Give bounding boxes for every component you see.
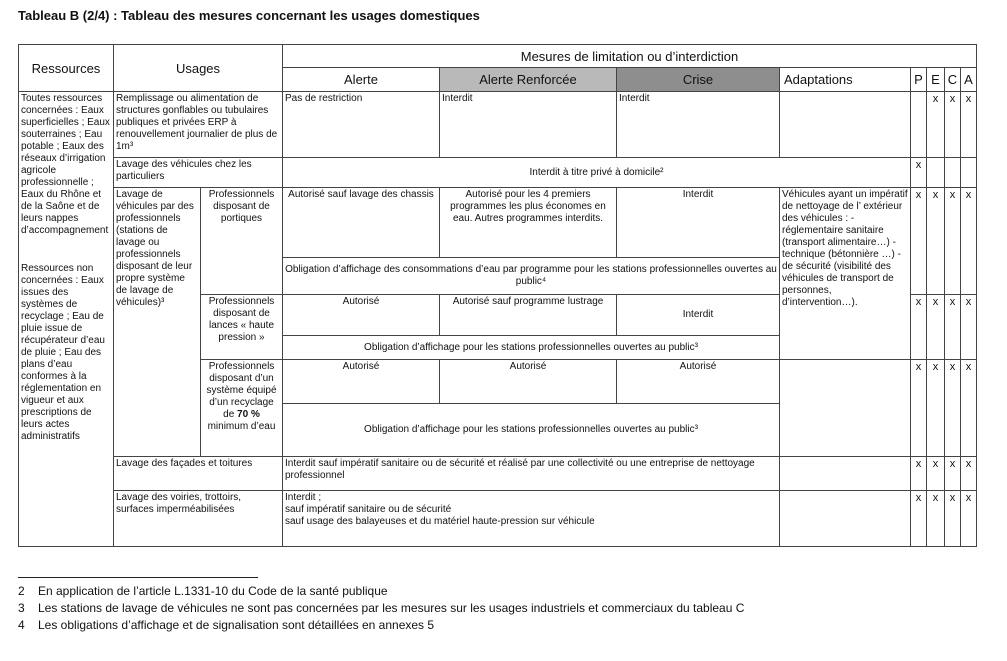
- usage-remplissage: Remplissage ou alimentation de structures gonflables ou tubulaires publiques et privées ERP à renouvellement journalier de plus de 1m³: [114, 92, 283, 158]
- recyclage-obligation: Obligation d’affichage pour les stations professionnelles ouvertes au public³: [283, 404, 780, 457]
- voiries-mesure-2: sauf impératif sanitaire ou de sécurité: [285, 504, 452, 515]
- facades-adaptations: [780, 457, 911, 491]
- remplissage-e: x: [927, 92, 945, 158]
- remplissage-adaptations: [780, 92, 911, 158]
- ressources-concernees: Toutes ressources concernées : Eaux superficielles ; Eaux souterraines ; Eau potable ; Eaux des réseaux d’irrigation agricole professionnelle ; Eaux du Rhône et de la Saône et de leurs nappes d’accompagnement: [21, 93, 110, 236]
- header-alerte-renforcee: Alerte Renforcée: [440, 68, 617, 92]
- footnote-4-text: Les obligations d’affichage et de signalisation sont détaillées en annexes 5: [38, 618, 435, 632]
- facades-c: x: [945, 457, 961, 491]
- voiries-e: x: [927, 491, 945, 547]
- facades-p: x: [911, 457, 927, 491]
- usage-facades: Lavage des façades et toitures: [114, 457, 283, 491]
- footnote-2: [18, 584, 388, 598]
- voiries-mesure-3: sauf usage des balayeuses et du matériel haute-pression sur véhicule: [285, 516, 595, 527]
- voiries-a: x: [961, 491, 977, 547]
- header-ressources: Ressources: [19, 45, 114, 92]
- lances-label: Professionnels disposant de lances « haute pression »: [201, 295, 283, 360]
- remplissage-p: [911, 92, 927, 158]
- footnote-3-text: Les stations de lavage de véhicules ne sont pas concernées par les mesures sur les usages industriels et commerciaux du tableau C: [38, 601, 745, 615]
- lavage-particuliers-p: x: [911, 158, 927, 188]
- usage-lavage-particuliers: Lavage des véhicules chez les particuliers: [114, 158, 283, 188]
- recyclage-c: x: [945, 360, 961, 457]
- header-usages: Usages: [114, 45, 283, 92]
- portiques-alerte: Autorisé sauf lavage des chassis: [283, 188, 440, 258]
- facades-e: x: [927, 457, 945, 491]
- portiques-label: Professionnels disposant de portiques: [201, 188, 283, 295]
- ressources-cell: [19, 92, 114, 547]
- header-e: E: [927, 68, 945, 92]
- remplissage-alerte: Pas de restriction: [283, 92, 440, 158]
- footnote-4: [18, 618, 434, 632]
- voiries-mesure-1: Interdit ;: [285, 492, 322, 503]
- recyclage-label-text: Professionnels disposant d’un système équipé d’un recyclage de: [206, 361, 277, 420]
- lavage-particuliers-c: [945, 158, 961, 188]
- lances-obligation: Obligation d’affichage pour les stations professionnelles ouvertes au public³: [283, 336, 780, 360]
- voiries-c: x: [945, 491, 961, 547]
- lavage-particuliers-a: [961, 158, 977, 188]
- portiques-p: x: [911, 188, 927, 295]
- recyclage-alerte: Autorisé: [283, 360, 440, 404]
- usage-voiries: Lavage des voiries, trottoirs, surfaces imperméabilisées: [114, 491, 283, 547]
- recyclage-label-percent: 70 %: [237, 409, 260, 420]
- voiries-p: x: [911, 491, 927, 547]
- header-a: A: [961, 68, 977, 92]
- header-alerte: Alerte: [283, 68, 440, 92]
- facades-a: x: [961, 457, 977, 491]
- lavage-pro-adaptations: Véhicules ayant un impératif de nettoyage de l’ extérieur des véhicules : - réglementaire sanitaire (transport alimentaire…) - technique (bétonnière …) - de sécurité (visibilité des véhicules de transport de personnes, d’intervention…).: [780, 188, 911, 360]
- portiques-e: x: [927, 188, 945, 295]
- portiques-renforcee: Autorisé pour les 4 premiers programmes les plus économes en eau. Autres programmes interdits.: [440, 188, 617, 258]
- recyclage-renforcee: Autorisé: [440, 360, 617, 404]
- remplissage-renforcee: Interdit: [440, 92, 617, 158]
- recyclage-a: x: [961, 360, 977, 457]
- lances-crise: Interdit: [617, 295, 780, 336]
- table-title: Tableau B (2/4) : Tableau des mesures concernant les usages domestiques: [18, 8, 480, 23]
- portiques-c: x: [945, 188, 961, 295]
- remplissage-a: x: [961, 92, 977, 158]
- usage-lavage-pro: Lavage de véhicules par des professionnels (stations de lavage ou professionnels disposant de leur propre système de lavage de véhicules)³: [114, 188, 201, 457]
- lances-p: x: [911, 295, 927, 360]
- remplissage-c: x: [945, 92, 961, 158]
- header-p: P: [911, 68, 927, 92]
- footnote-separator: [18, 577, 258, 578]
- header-mesures: Mesures de limitation ou d’interdiction: [283, 45, 977, 68]
- recyclage-p: x: [911, 360, 927, 457]
- lances-renforcee: Autorisé sauf programme lustrage: [440, 295, 617, 336]
- lances-c: x: [945, 295, 961, 360]
- header-adaptations: Adaptations: [780, 68, 911, 92]
- header-crise: Crise: [617, 68, 780, 92]
- lances-alerte: Autorisé: [283, 295, 440, 336]
- footnote-3-num: 3: [18, 601, 25, 615]
- lances-a: x: [961, 295, 977, 360]
- lances-e: x: [927, 295, 945, 360]
- footnote-2-text: En application de l’article L.1331-10 du Code de la santé publique: [38, 584, 388, 598]
- measures-table: [18, 44, 977, 547]
- lavage-particuliers-mesure: Interdit à titre privé à domicile²: [283, 158, 911, 188]
- recyclage-adaptations: [780, 360, 911, 457]
- voiries-mesure: [283, 491, 780, 547]
- voiries-adaptations: [780, 491, 911, 547]
- facades-mesure: Interdit sauf impératif sanitaire ou de sécurité et réalisé par une collectivité ou une entreprise de nettoyage professionnel: [283, 457, 780, 491]
- footnote-4-num: 4: [18, 618, 25, 632]
- remplissage-crise: Interdit: [617, 92, 780, 158]
- portiques-obligation: Obligation d’affichage des consommations d’eau par programme pour les stations professionnelles ouvertes au public⁴: [283, 258, 780, 295]
- footnote-3: [18, 601, 744, 615]
- recyclage-label: [201, 360, 283, 457]
- lavage-particuliers-e: [927, 158, 945, 188]
- footnote-2-num: 2: [18, 584, 25, 598]
- header-c: C: [945, 68, 961, 92]
- portiques-crise: Interdit: [617, 188, 780, 258]
- recyclage-e: x: [927, 360, 945, 457]
- ressources-non-concernees: Ressources non concernées : Eaux issues des systèmes de recyclage ; Eau de pluie issue de récupérateur d’eau de pluie ; Eau des plans d’eau conformes à la réglementation en vigueur et aux prescriptions de leurs actes administratifs: [21, 263, 105, 442]
- recyclage-crise: Autorisé: [617, 360, 780, 404]
- recyclage-label-end: minimum d’eau: [207, 421, 276, 432]
- portiques-a: x: [961, 188, 977, 295]
